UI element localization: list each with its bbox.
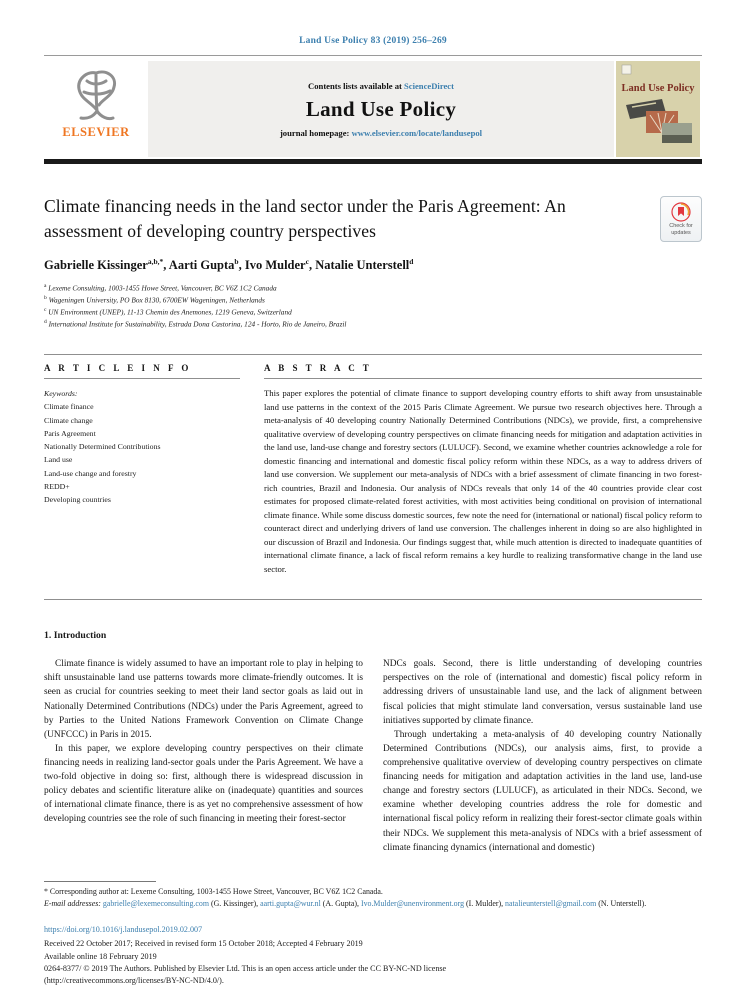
body-column-right <box>383 657 702 855</box>
article-title: Climate financing needs in the land sector under the Paris Agreement: An assessment of developing country perspectives <box>44 196 566 241</box>
section-heading-introduction: 1. Introduction <box>44 630 107 642</box>
keyword: Land-use change and forestry <box>44 468 137 478</box>
keyword: Developing countries <box>44 495 111 505</box>
journal-cover[interactable] <box>614 61 702 157</box>
title-row <box>44 194 702 244</box>
homepage-link[interactable]: www.elsevier.com/locate/landusepol <box>351 127 483 138</box>
elsevier-wordmark: ELSEVIER <box>62 125 130 139</box>
elsevier-logo[interactable] <box>44 61 148 157</box>
article-info-heading: A R T I C L E I N F O <box>44 363 240 379</box>
paragraph: Through undertaking a meta-analysis of 40 developing country Nationally Determined Contributions (NDCs), our analysis aims, first, to provide a comprehensive qualitative overview of developing country perspectives on climate financing needs for mitigation and adaptation activities in the land use, land-use change and forestry sectors (LULUCF), as articulated in their NDCs. Second, we examine whether developing countries address the role for domestic and international fiscal policy reform in realizing their forest-sector climate goals within their NDCs. We supplement this meta-analysis of NDCs with a brief assessment of climate financing dynamics (international and domestic) <box>383 729 702 853</box>
keyword: REDD+ <box>44 481 70 491</box>
divider <box>44 55 702 56</box>
affiliation: $^a$ Lexeme Consulting, 1003-1455 Howe Street, Vancouver, BC V6Z 1C2 Canada <box>44 282 277 293</box>
crossmark-icon <box>671 202 691 222</box>
keyword: Climate finance <box>44 402 94 412</box>
paragraph: NDCs goals. Second, there is little understanding of developing countries perspectives on the role of (international and domestic) fiscal policy reform in addressing drivers of unsustainable land use, and the lack of alignment between fiscal policies that might stimulate land conversation, versus sustainable land use initiatives supported by climate finance. <box>383 659 702 726</box>
elsevier-tree-icon <box>69 65 123 127</box>
abstract-heading: A B S T R A C T <box>264 363 702 379</box>
author: Natalie Unterstell$^d$ <box>315 256 414 272</box>
check-updates-label: Check for updates <box>669 223 693 236</box>
received-dates: Received 22 October 2017; Received in revised form 15 October 2018; Accepted 4 February 2019 <box>44 939 363 949</box>
cover-title: Land Use Policy <box>621 83 695 94</box>
email-addresses-line: E-mail addresses: gabrielle@lexemeconsulting.com (G. Kissinger), aarti.gupta@wur.nl (A. Gupta), Ivo.Mulder@unenvironment.org (I. Mulder), natalieunterstell@gmail.com (N. Unterstell). <box>44 899 647 908</box>
body-column-left <box>44 657 363 855</box>
homepage-line <box>280 128 482 138</box>
corresponding-author-note: * Corresponding author at: Lexeme Consulting, 1003-1455 Howe Street, Vancouver, BC V6Z 1C2 Canada. <box>44 886 383 896</box>
email-link[interactable]: aarti.gupta@wur.nl <box>260 899 321 908</box>
keywords-label: Keywords: <box>44 389 78 399</box>
journal-reference: Land Use Policy 83 (2019) 256–269 <box>299 36 447 46</box>
author-list <box>44 257 702 273</box>
abstract-text: This paper explores the potential of climate finance to support developing country efforts to shift away from unsustainable land use patterns in the context of the 2015 Paris Climate Agreement. We pursue two research objectives here. Through a meta-analysis of 40 developing country Nationally Determined Contributions (NDCs), we provide, first, a comprehensive qualitative overview of developing country perspectives on climate financing needs for mitigation and adaptation activities in the land use, land-use change and forestry sectors (LULUCF). Second, we examine whether countries acknowledge a role for domestic financing and international and domestic fiscal policy reform within these NDCs, as a way to address drivers of land use conversion. We supplement our meta-analysis of NDCs with a brief assessment of climate financing in two forest-rich countries, Brazil and Indonesia. Our analysis of NDCs reveals that only 14 of the 40 countries provide clear cost estimates for proposed climate-related forest activities, with most activities being conditional on provision of international climate finance. While some discuss domestic sources, few note the need for (international or national) fiscal policy reform to counteract direct and underlying drivers of land use conversion. The challenges inherent in doing so are also highlighted in our discussion of Brazil and Indonesia. Our findings suggest that, while much attention is directed to inadequate quantities of international climate finance, a lack of fiscal reform remains a key hurdle to realizing transformative change in the land use sector. <box>264 388 702 574</box>
author: Aarti Gupta$^b$, <box>168 256 245 272</box>
article-meta-block <box>44 924 702 987</box>
abstract-column <box>264 363 702 585</box>
available-online: Available online 18 February 2019 <box>44 951 157 961</box>
affiliation: $^c$ UN Environment (UNEP), 11-13 Chemin des Anemones, 1219 Geneva, Switzerland <box>44 307 292 317</box>
homepage-label: journal homepage: <box>279 127 350 138</box>
contents-line <box>308 81 454 91</box>
affiliation: $^b$ Wageningen University, PO Box 8130, 6700EW Wageningen, Netherlands <box>44 294 265 305</box>
affiliation-list <box>44 282 702 330</box>
paragraph: Climate finance is widely assumed to have an important role to play in helping to shift unsustainable land use patterns towards more climate-friendly outcomes. It is seen as crucial for countries seeking to meet their land sector goals as laid out in Nationally Determined Contributions (NDCs) under the Paris Agreement, agreed to by Parties to the United Nations Framework Convention on Climate Change (UNFCCC) in Paris in 2015. <box>44 659 363 740</box>
email-link[interactable]: natalieunterstell@gmail.com <box>505 899 597 908</box>
license-line: (http://creativecommons.org/licenses/BY-NC-ND/4.0/). <box>44 975 224 985</box>
body-columns <box>44 657 702 855</box>
masthead-center <box>148 61 614 157</box>
keyword: Climate change <box>44 415 93 425</box>
keyword: Nationally Determined Contributions <box>44 442 161 452</box>
author: Ivo Mulder$^c$, <box>244 256 316 272</box>
article-info-column <box>44 363 240 585</box>
journal-title: Land Use Policy <box>305 96 457 121</box>
masthead-rule <box>44 159 702 164</box>
email-label: E-mail addresses: <box>44 899 101 908</box>
issn-copyright-line: 0264-8377/ © 2019 The Authors. Published by Elsevier Ltd. This is an open access article under the CC BY-NC-ND license <box>44 963 447 973</box>
paragraph: In this paper, we explore developing country perspectives on their climate financing needs in realizing land-sector goals under the Paris Agreement. We have a two-fold objective in doing so: first, although there is widespread discussion in policy debates and scientific literature alike on (inadequate) quantities and sources of international climate finance, there is as yet no comprehensive assessment of how developing countries see the role of such financing in meeting their forest-sector <box>44 743 363 825</box>
check-updates-badge[interactable] <box>660 196 702 242</box>
keyword: Land use <box>44 455 73 465</box>
info-abstract-section <box>44 354 702 600</box>
author: Gabrielle Kissinger$^{a,b,*}$, <box>44 256 169 272</box>
footnote-block <box>44 881 702 911</box>
footnote-rule <box>44 881 156 882</box>
keyword: Paris Agreement <box>44 428 96 438</box>
contents-text: Contents lists available at <box>308 80 402 91</box>
email-link[interactable]: Ivo.Mulder@unenvironment.org <box>360 899 465 908</box>
affiliation: $^d$ International Institute for Sustainability, Estrada Dona Castorina, 124 - Horto, Rio de Janeiro, Brazil <box>44 319 347 329</box>
journal-masthead <box>44 61 702 157</box>
email-link[interactable]: gabrielle@lexemeconsulting.com <box>102 899 209 908</box>
doi-link[interactable]: https://doi.org/10.1016/j.landusepol.2019.02.007 <box>44 925 203 935</box>
sciencedirect-link[interactable]: ScienceDirect <box>404 80 454 91</box>
